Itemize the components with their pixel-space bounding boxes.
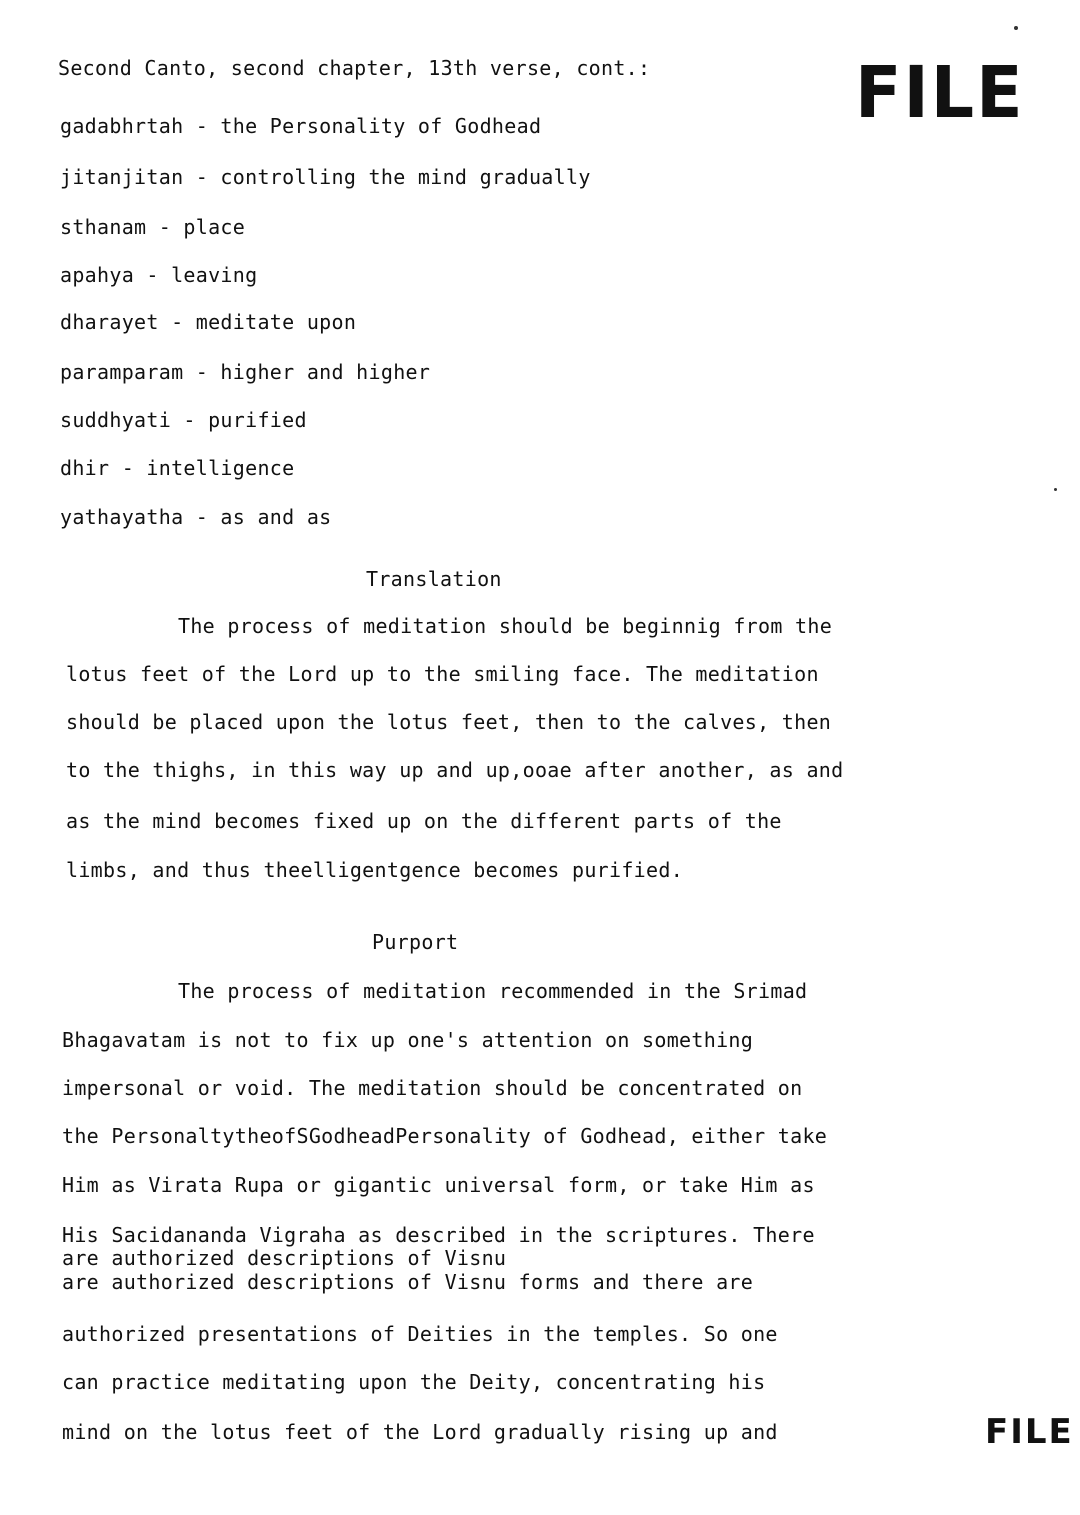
purport-line: are authorized descriptions of Visnu forms and there are	[62, 1270, 754, 1294]
purport-line: can practice meditating upon the Deity, concentrating his	[62, 1370, 766, 1394]
scan-speck	[1054, 488, 1057, 491]
purport-line: Him as Virata Rupa or gigantic universal form, or take Him as	[62, 1173, 815, 1197]
file-stamp-top: FILE	[855, 52, 1025, 135]
glossary-item: jitanjitan - controlling the mind gradually	[60, 165, 591, 189]
translation-line: to the thighs, in this way up and up,ooae after another, as and	[66, 758, 844, 782]
translation-line: The process of meditation should be beginnig from the	[178, 614, 833, 638]
translation-line: should be placed upon the lotus feet, then to the calves, then	[66, 710, 832, 734]
file-stamp-bottom: FILE	[985, 1412, 1074, 1452]
purport-line: mind on the lotus feet of the Lord gradually rising up and	[62, 1420, 778, 1444]
page-header: Second Canto, second chapter, 13th verse, cont.:	[58, 56, 651, 80]
purport-line: The process of meditation recommended in the Srimad	[178, 979, 808, 1003]
purport-line: are authorized descriptions of Visnu	[62, 1246, 507, 1270]
translation-heading: Translation	[366, 567, 502, 591]
purport-heading: Purport	[372, 930, 459, 954]
scan-speck	[1014, 26, 1018, 30]
purport-line: the PersonaltytheofSGodheadPersonality of Godhead, either take	[62, 1124, 828, 1148]
glossary-item: sthanam - place	[60, 215, 246, 239]
glossary-item: yathayatha - as and as	[60, 505, 332, 529]
translation-line: as the mind becomes fixed up on the different parts of the	[66, 809, 782, 833]
glossary-item: dhir - intelligence	[60, 456, 295, 480]
glossary-item: paramparam - higher and higher	[60, 360, 431, 384]
purport-line: His Sacidananda Vigraha as described in the scriptures. There	[62, 1223, 815, 1247]
glossary-item: apahya - leaving	[60, 263, 258, 287]
purport-line: impersonal or void. The meditation should be concentrated on	[62, 1076, 803, 1100]
purport-line: authorized presentations of Deities in the temples. So one	[62, 1322, 778, 1346]
translation-line: limbs, and thus theelligentgence becomes purified.	[66, 858, 684, 882]
glossary-item: gadabhrtah - the Personality of Godhead	[60, 114, 542, 138]
translation-line: lotus feet of the Lord up to the smiling face. The meditation	[66, 662, 819, 686]
purport-line: Bhagavatam is not to fix up one's attention on something	[62, 1028, 754, 1052]
glossary-item: suddhyati - purified	[60, 408, 307, 432]
glossary-item: dharayet - meditate upon	[60, 310, 357, 334]
